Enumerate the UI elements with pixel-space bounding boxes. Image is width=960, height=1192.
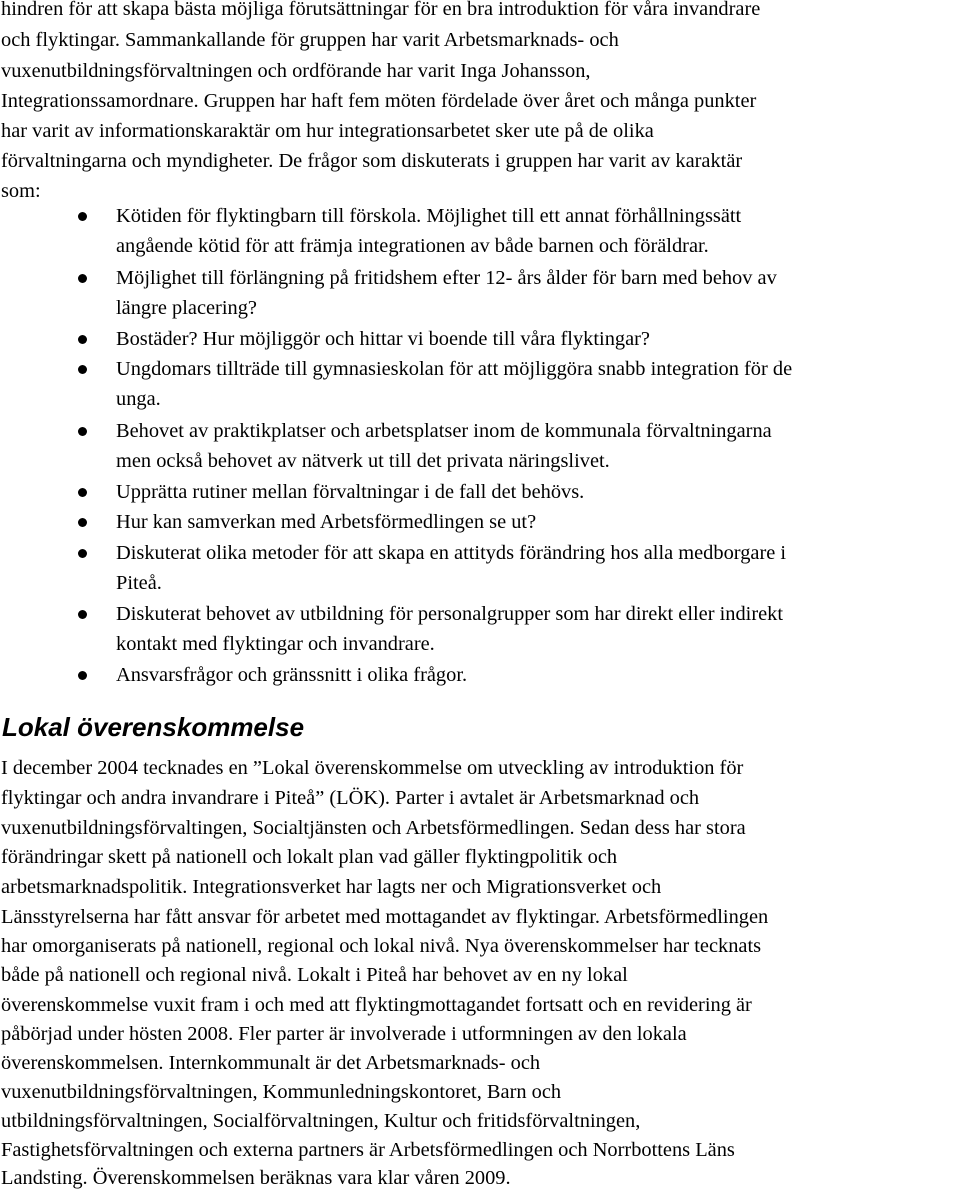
paragraph-line: hindren för att skapa bästa möjliga förutsättningar för en bra introduktion för våra invandrare: [1, 0, 761, 20]
paragraph-line: Landsting. Överenskommelsen beräknas vara klar våren 2009.: [1, 1167, 511, 1189]
list-item-line: Hur kan samverkan med Arbetsförmedlingen se ut?: [116, 511, 537, 533]
list-item-line: kontakt med flyktingar och invandrare.: [116, 633, 435, 655]
bullet-icon: [78, 518, 87, 527]
list-item-line: Behovet av praktikplatser och arbetsplatser inom de kommunala förvaltningarna: [116, 420, 772, 442]
list-item-line: Bostäder? Hur möjliggör och hittar vi boende till våra flyktingar?: [116, 328, 650, 350]
section-heading: Lokal överenskommelse: [2, 712, 305, 742]
bullet-icon: [78, 335, 87, 344]
list-item-line: Upprätta rutiner mellan förvaltningar i de fall det behövs.: [116, 481, 585, 503]
list-item-line: Kötiden för flyktingbarn till förskola. Möjlighet till ett annat förhållningssätt: [116, 205, 742, 227]
paragraph-line: Fastighetsförvaltningen och externa partners är Arbetsförmedlingen och Norrbottens Läns: [1, 1139, 735, 1161]
paragraph-line: och flyktingar. Sammankallande för gruppen har varit Arbetsmarknads- och: [1, 29, 619, 51]
paragraph-line: Integrationssamordnare. Gruppen har haft fem möten fördelade över året och många punkter: [1, 90, 757, 112]
list-item-line: Diskuterat behovet av utbildning för personalgrupper som har direkt eller indirekt: [116, 603, 784, 625]
bullet-icon: [78, 274, 87, 283]
paragraph-line: vuxenutbildningsförvaltningen, Kommunledningskontoret, Barn och: [1, 1081, 562, 1103]
paragraph-line: arbetsmarknadspolitik. Integrationsverket har lagts ner och Migrationsverket och: [1, 876, 662, 898]
list-item-line: Ansvarsfrågor och gränssnitt i olika frågor.: [116, 664, 468, 686]
bullet-icon: [78, 488, 87, 497]
paragraph-line: Länsstyrelserna har fått ansvar för arbetet med mottagandet av flyktingar. Arbetsförmedlingen: [1, 906, 769, 928]
list-item-line: men också behovet av nätverk ut till det privata näringslivet.: [116, 450, 610, 472]
paragraph-line: förvaltningarna och myndigheter. De frågor som diskuterats i gruppen har varit av karaktär: [1, 150, 743, 172]
bullet-icon: [78, 365, 87, 374]
paragraph-line: utbildningsförvaltningen, Socialförvaltningen, Kultur och fritidsförvaltningen,: [1, 1110, 641, 1132]
paragraph-line: I december 2004 tecknades en ”Lokal överenskommelse om utveckling av introduktion för: [1, 757, 744, 779]
paragraph-line: överenskommelse vuxit fram i och med att flyktingmottagandet fortsatt och en revidering är: [1, 994, 752, 1016]
list-item-line: Piteå.: [116, 572, 162, 594]
bullet-icon: [78, 549, 87, 558]
list-item-line: längre placering?: [116, 297, 257, 319]
paragraph-line: förändringar skett på nationell och lokalt plan vad gäller flyktingpolitik och: [1, 846, 618, 868]
paragraph-line: flyktingar och andra invandrare i Piteå” (LÖK). Parter i avtalet är Arbetsmarknad och: [1, 787, 700, 809]
paragraph-line: påbörjad under hösten 2008. Fler parter är involverade i utformningen av den lokala: [1, 1023, 687, 1045]
list-item-line: Ungdomars tillträde till gymnasieskolan för att möjliggöra snabb integration för de: [116, 358, 793, 380]
bullet-icon: [78, 610, 87, 619]
list-item-line: Diskuterat olika metoder för att skapa en attityds förändring hos alla medborgare i: [116, 542, 787, 564]
list-item-line: Möjlighet till förlängning på fritidshem efter 12- års ålder för barn med behov av: [116, 267, 777, 289]
bullet-icon: [78, 212, 87, 221]
paragraph-line: som:: [1, 180, 41, 202]
paragraph-line: vuxenutbildningsförvaltingen, Socialtjänsten och Arbetsförmedlingen. Sedan dess har stora: [1, 817, 746, 839]
bullet-icon: [78, 671, 87, 680]
paragraph-line: både på nationell och regional nivå. Lokalt i Piteå har behovet av en ny lokal: [1, 964, 628, 986]
paragraph-line: har omorganiserats på nationell, regional och lokal nivå. Nya överenskommelser har tecknats: [1, 935, 762, 957]
list-item-line: unga.: [116, 388, 161, 410]
list-item-line: angående kötid för att främja integrationen av både barnen och föräldrar.: [116, 235, 709, 257]
bullet-icon: [78, 427, 87, 436]
paragraph-line: vuxenutbildningsförvaltningen och ordförande har varit Inga Johansson,: [1, 60, 591, 82]
paragraph-line: överenskommelsen. Internkommunalt är det Arbetsmarknads- och: [1, 1052, 541, 1074]
paragraph-line: har varit av informationskaraktär om hur integrationsarbetet sker ute på de olika: [1, 120, 654, 142]
